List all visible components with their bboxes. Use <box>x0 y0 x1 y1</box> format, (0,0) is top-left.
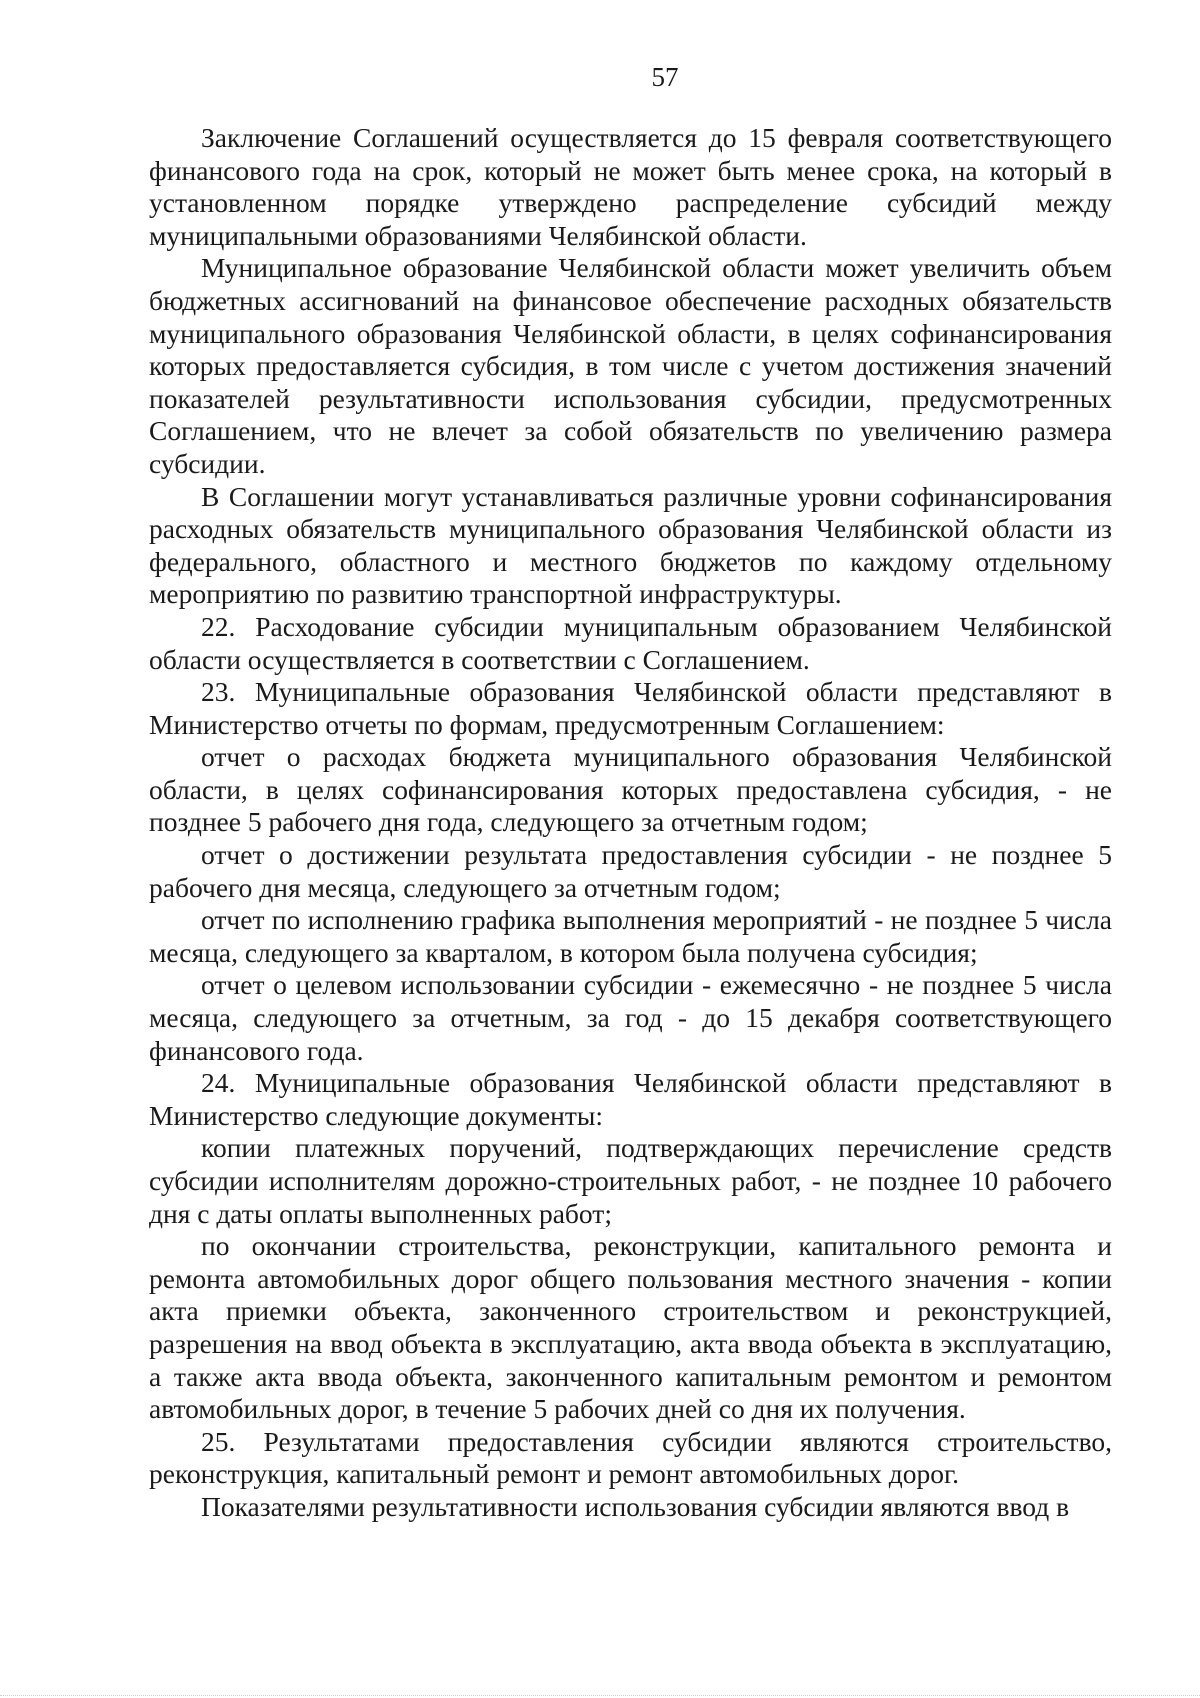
page-number: 57 <box>651 62 679 92</box>
paragraph: отчет о расходах бюджета муниципального образования Челябинской области, в целях софинансирования которых предоставлена субсидия, - не позднее 5 рабочего дня года, следующего за отчетным годом; <box>149 741 1112 838</box>
paragraph: по окончании строительства, реконструкции, капитального ремонта и ремонта автомобильных дорог общего пользования местного значения - копии акта приемки объекта, законченного строительством и реконструкцией, разрешения на ввод объекта в эксплуатацию, акта ввода объекта в эксплуатацию, а также акта ввода объекта, законченного капитальным ремонтом и ремонтом автомобильных дорог, в течение 5 рабочих дней со дня их получения. <box>149 1230 1112 1425</box>
paragraph: копии платежных поручений, подтверждающих перечисление средств субсидии исполнителям дорожно-строительных работ, - не позднее 10 рабочего дня с даты оплаты выполненных работ; <box>149 1132 1112 1229</box>
paragraph: отчет по исполнению графика выполнения мероприятий - не позднее 5 числа месяца, следующего за кварталом, в котором была получена субсидия; <box>149 904 1112 968</box>
paragraph: Муниципальное образование Челябинской области может увеличить объем бюджетных ассигнований на финансовое обеспечение расходных обязательств муниципального образования Челябинской области, в целях софинансирования которых предоставляется субсидия, в том числе с учетом достижения значений показателей результативности использования субсидии, предусмотренных Соглашением, что не влечет за собой обязательств по увеличению размера субсидии. <box>149 252 1112 479</box>
paragraph: отчет о целевом использовании субсидии - ежемесячно - не позднее 5 числа месяца, следующего за отчетным, за год - до 15 декабря соответствующего финансового года. <box>149 969 1112 1066</box>
document-body <box>149 122 1112 1524</box>
paragraph: 22. Расходование субсидии муниципальным образованием Челябинской области осуществляется в соответствии с Соглашением. <box>149 610 1112 675</box>
paragraph: Показателями результативности использования субсидии являются ввод в <box>201 1490 1070 1522</box>
paragraph: 24. Муниципальные образования Челябинской области представляют в Министерство следующие документы: <box>149 1067 1112 1131</box>
paragraph: 25. Результатами предоставления субсидии являются строительство, реконструкция, капитальный ремонт и ремонт автомобильных дорог. <box>149 1425 1112 1490</box>
paragraph: В Соглашении могут устанавливаться различные уровни софинансирования расходных обязательств муниципального образования Челябинской области из федерального, областного и местного бюджетов по каждому отдельному мероприятию по развитию транспортной инфраструктуры. <box>149 480 1112 610</box>
paragraph: Заключение Соглашений осуществляется до 15 февраля соответствующего финансового года на срок, который не может быть менее срока, на который в установленном порядке утверждено распределение субсидий между муниципальными образованиями Челябинской области. <box>149 122 1112 251</box>
paragraph: отчет о достижении результата предоставления субсидии - не позднее 5 рабочего дня месяца, следующего за отчетным годом; <box>149 839 1112 903</box>
paragraph: 23. Муниципальные образования Челябинской области представляют в Министерство отчеты по формам, предусмотренным Соглашением: <box>149 676 1112 740</box>
scan-edge-line <box>0 1695 1200 1696</box>
